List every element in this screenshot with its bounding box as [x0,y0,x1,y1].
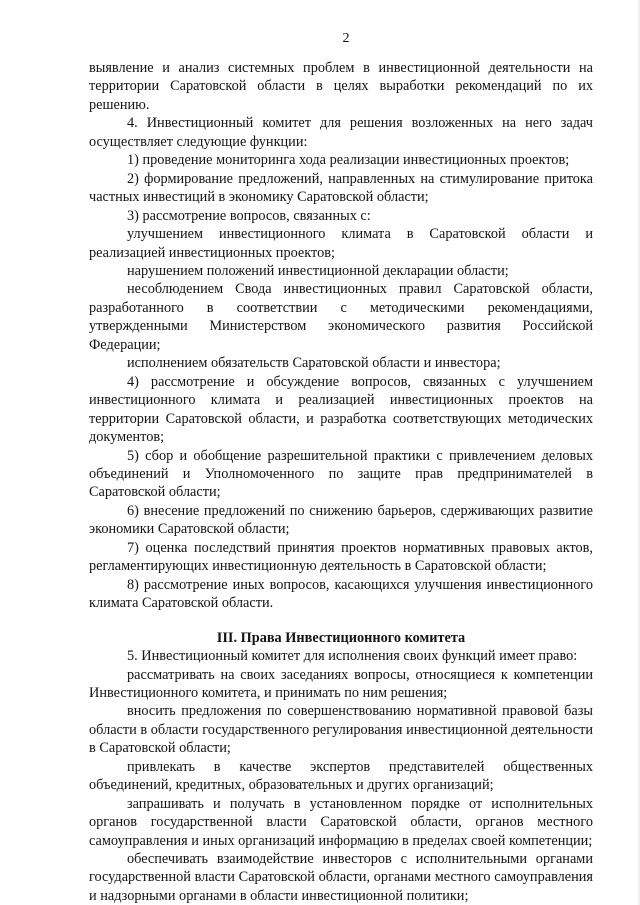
list-item: исполнением обязательств Саратовской области и инвестора; [127,355,501,372]
list-item: 8) рассмотрение иных вопросов, касающихся улучшения инвестиционного климата Саратовской области. [89,576,593,612]
list-item: обеспечивать взаимодействие инвесторов с исполнительными органами государственной власти Саратовской области, органами местного самоуправления и надзорными органами в области инвестиционной политики; [89,851,593,904]
list-item: несоблюдением Свода инвестиционных правил Саратовской области, разработанного в соответствии с методическими рекомендациями, утвержденными Министерством экономического развития Российской Федерации; [89,281,593,353]
list-item: улучшением инвестиционного климата в Саратовской области и реализацией инвестиционных проектов; [89,226,593,261]
paragraph: выявление и анализ системных проблем в инвестиционной деятельности на территории Саратовской области в целях выработки рекомендаций по их решению. [89,60,593,113]
paragraph: 5. Инвестиционный комитет для исполнения своих функций имеет право: [127,648,578,665]
list-item: 2) формирование предложений, направленных на стимулирование притока частных инвестиций в экономику Саратовской области; [89,170,593,206]
list-item: нарушением положений инвестиционной декларации области; [127,262,509,279]
document-body [89,59,593,905]
list-item: 6) внесение предложений по снижению барьеров, сдерживающих развитие экономики Саратовской области; [89,502,593,538]
page-number: 2 [342,31,350,46]
list-item: рассматривать на своих заседаниях вопросы, относящиеся к компетенции Инвестиционного комитета, и принимать по ним решения; [89,666,593,701]
list-item: 3) рассмотрение вопросов, связанных с: [127,207,371,224]
section-heading: III. Права Инвестиционного комитета [216,629,466,646]
list-item: 7) оценка последствий принятия проектов нормативных правовых актов, регламентирующих инвестиционную деятельность в Саратовской области; [89,539,593,575]
list-item: запрашивать и получать в установленном порядке от исполнительных органов государственной власти Саратовской области, органов местного самоуправления и иных организаций информацию в пределах своей компетенции; [89,795,593,849]
list-item: вносить предложения по совершенствованию нормативной правовой базы области в области государственного регулирования инвестиционной деятельности в Саратовской области; [89,703,593,757]
list-item: 5) сбор и обобщение разрешительной практики с привлечением деловых объединений и Уполномоченного по защите прав предпринимателей в Саратовской области; [89,447,593,501]
list-item: 1) проведение мониторинга хода реализации инвестиционных проектов; [127,152,570,169]
paragraph: 4. Инвестиционный комитет для решения возложенных на него задач осуществляет следующие функции: [89,115,593,150]
list-item: 4) рассмотрение и обсуждение вопросов, связанных с улучшением инвестиционного климата и реализацией инвестиционных проектов на территории Саратовской области, и разработка соответствующих методических документов; [89,373,593,446]
list-item: привлекать в качестве экспертов представителей общественных объединений, кредитных, образовательных и других организаций; [89,758,593,794]
